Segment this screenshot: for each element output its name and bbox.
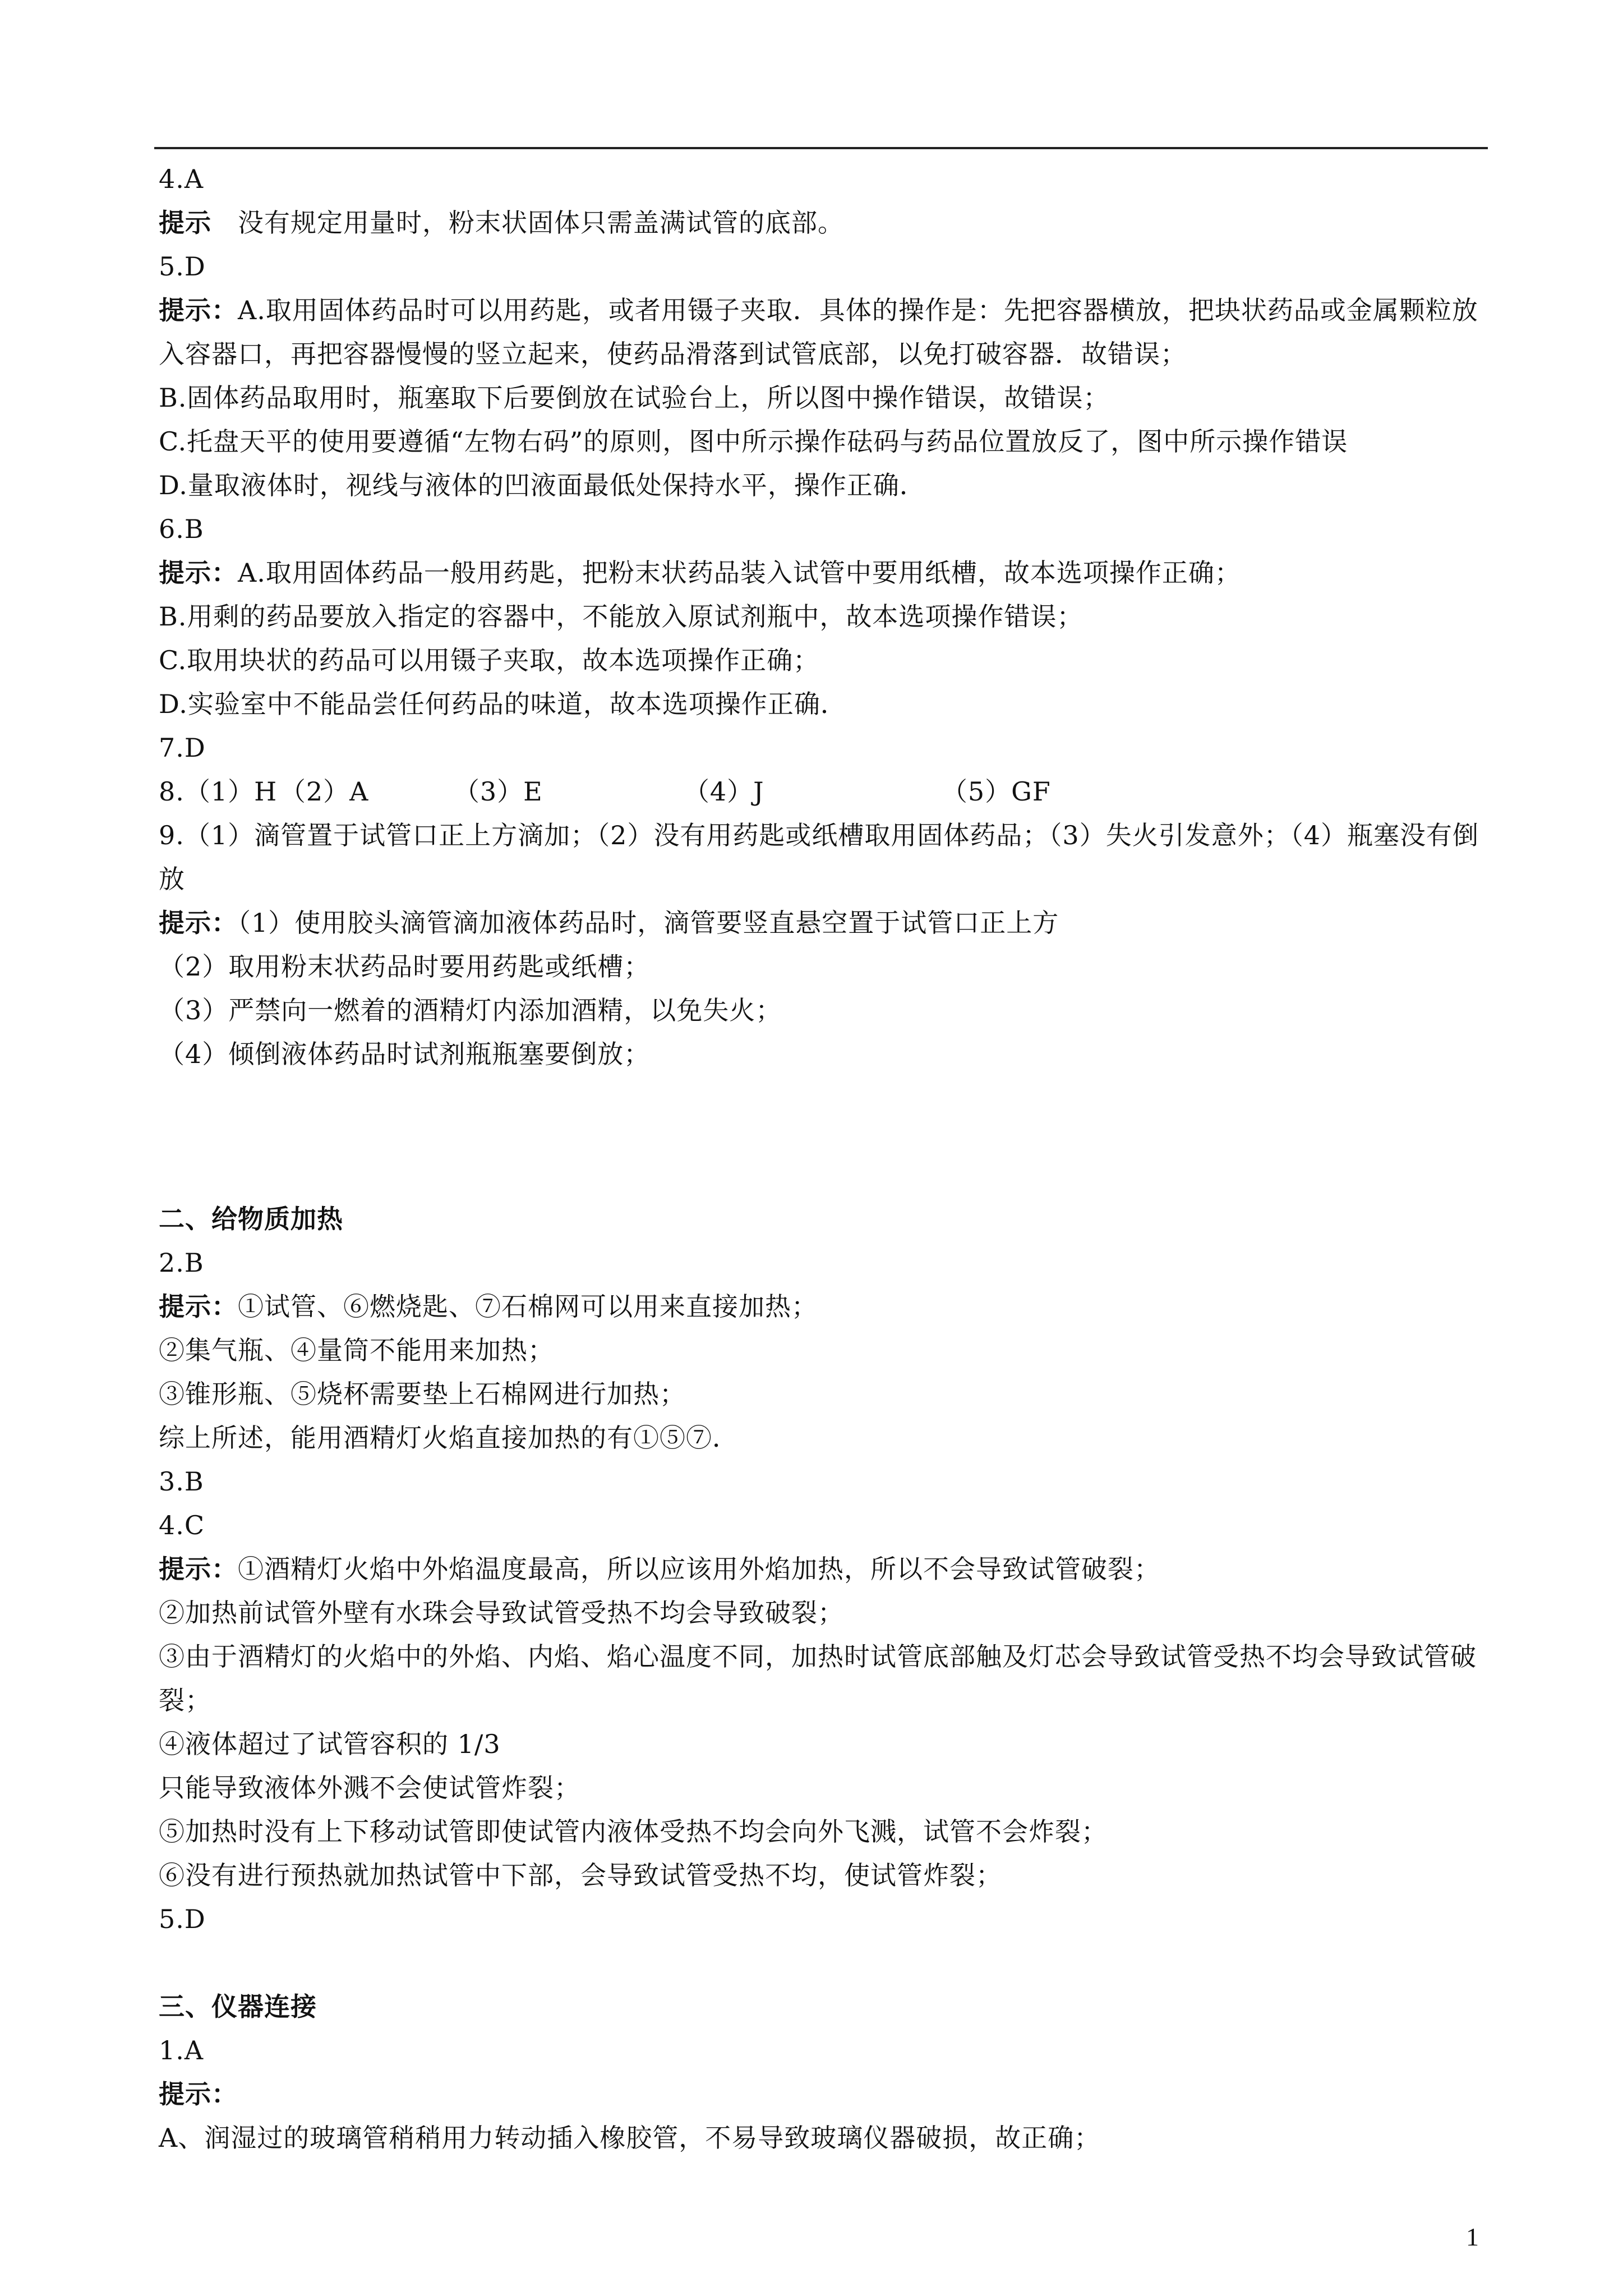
answer-7: 7.D <box>159 733 206 763</box>
hint-4c-l3: ③由于酒精灯的火焰中的外焰、内焰、焰心温度不同，加热时试管底部触及灯芯会导致试管受热不均会导致试管破裂； <box>159 1641 1477 1715</box>
hint-6-c: C.取用块状的药品可以用镊子夹取，故本选项操作正确； <box>159 645 820 675</box>
answer-8-part-4: （4）J <box>683 776 764 807</box>
hint-9 <box>159 901 1488 945</box>
hint-2-l4: 综上所述，能用酒精灯火焰直接加热的有①⑤⑦． <box>159 1423 739 1453</box>
answer-8-part-2: （2）A <box>279 776 369 807</box>
hint-4 <box>159 201 1488 245</box>
answer-6: 6.B <box>159 514 204 544</box>
answer-8 <box>159 770 1488 813</box>
hint-4c-l6: ⑤加热时没有上下移动试管即使试管内液体受热不均会向外飞溅，试管不会炸裂； <box>159 1816 1108 1847</box>
answer-8-part-3: （3）E <box>453 776 543 807</box>
answer-5d: 5.D <box>159 1904 206 1934</box>
hint-2-l2: ②集气瓶、④量筒不能用来加热； <box>159 1335 554 1365</box>
hint-label: 提示 <box>159 208 211 238</box>
hint-2-l3: ③锥形瓶、⑤烧杯需要垫上石棉网进行加热； <box>159 1379 686 1409</box>
header-rule <box>154 147 1488 149</box>
hint-text: A.取用固体药品一般用药匙，把粉末状药品装入试管中要用纸槽，故本选项操作正确； <box>238 558 1241 588</box>
hint-label: 提示： <box>159 1291 238 1322</box>
page-number: 1 <box>1466 2223 1479 2251</box>
hint-5 <box>159 288 1488 376</box>
answer-8-part-1: （1）H <box>184 776 278 807</box>
hint-5-d: D.量取液体时，视线与液体的凹液面最低处保持水平，操作正确． <box>159 470 926 500</box>
hint-1-l2: A、润湿过的玻璃管稍稍用力转动插入橡胶管，不易导致玻璃仪器破损，故正确； <box>159 2123 1101 2153</box>
hint-4c-l5: 只能导致液体外溅不会使试管炸裂； <box>159 1773 580 1803</box>
hint-6-d: D.实验室中不能品尝任何药品的味道，故本选项操作正确． <box>159 689 847 719</box>
hint-text: （1）使用胶头滴管滴加液体药品时，滴管要竖直悬空置于试管口正上方 <box>238 908 1059 938</box>
hint-label: 提示： <box>159 1554 238 1584</box>
hint-5-b: B.固体药品取用时，瓶塞取下后要倒放在试验台上，所以图中操作错误，故错误； <box>159 383 1110 413</box>
answer-4: 4.A <box>159 164 204 194</box>
answer-3: 3.B <box>159 1466 204 1497</box>
hint-4c-l2: ②加热前试管外壁有水珠会导致试管受热不均会导致破裂； <box>159 1598 844 1628</box>
hint-label: 提示： <box>159 2079 238 2109</box>
hint-5-c: C.托盘天平的使用要遵循“左物右码”的原则，图中所示操作砝码与药品位置放反了，图中所示操作错误 <box>159 426 1348 457</box>
section-gap <box>159 1076 1488 1197</box>
hint-text: ①酒精灯火焰中外焰温度最高，所以应该用外焰加热，所以不会导致试管破裂； <box>238 1554 1160 1584</box>
hint-4c-l7: ⑥没有进行预热就加热试管中下部，会导致试管受热不均，使试管炸裂； <box>159 1860 1002 1890</box>
hint-label: 提示： <box>159 558 238 588</box>
hint-text: A.取用固体药品时可以用药匙，或者用镊子夹取．具体的操作是：先把容器横放，把块状药品或金属颗粒放入容器口，再把容器慢慢的竖立起来，使药品滑落到试管底部，以免打破容器．故错误； <box>159 295 1478 369</box>
hint-2 <box>159 1285 1488 1328</box>
hint-9-l3: （3）严禁向一燃着的酒精灯内添加酒精，以免失火； <box>159 995 782 1025</box>
answer-8-num: 8. <box>159 776 185 807</box>
hint-text: 没有规定用量时，粉末状固体只需盖满试管的底部。 <box>211 208 844 238</box>
answer-4c: 4.C <box>159 1510 205 1540</box>
page-content <box>159 157 1488 2160</box>
hint-4c <box>159 1547 1488 1591</box>
answer-1: 1.A <box>159 2035 204 2065</box>
hint-label: 提示： <box>159 295 238 325</box>
hint-9-l4: （4）倾倒液体药品时试剂瓶瓶塞要倒放； <box>159 1039 651 1069</box>
answer-8-part-5: （5）GF <box>941 776 1051 807</box>
hint-9-l2: （2）取用粉末状药品时要用药匙或纸槽； <box>159 951 651 982</box>
answer-5: 5.D <box>159 251 206 282</box>
answer-2: 2.B <box>159 1248 204 1278</box>
hint-label: 提示： <box>159 908 238 938</box>
section-heading-heating: 二、给物质加热 <box>159 1204 343 1234</box>
hint-1 <box>159 2072 1488 2116</box>
section-heading-connection: 三、仪器连接 <box>159 1991 317 2022</box>
hint-6-b: B.用剩的药品要放入指定的容器中，不能放入原试剂瓶中，故本选项操作错误； <box>159 601 1083 632</box>
hint-text: ①试管、⑥燃烧匙、⑦石棉网可以用来直接加热； <box>238 1291 818 1322</box>
answer-9: 9.（1）滴管置于试管口正上方滴加；（2）没有用药匙或纸槽取用固体药品；（3）失火引发意外；（4）瓶塞没有倒放 <box>159 820 1479 894</box>
hint-6 <box>159 551 1488 595</box>
hint-4c-l4: ④液体超过了试管容积的 1/3 <box>159 1729 501 1759</box>
section-gap <box>159 1941 1488 1985</box>
